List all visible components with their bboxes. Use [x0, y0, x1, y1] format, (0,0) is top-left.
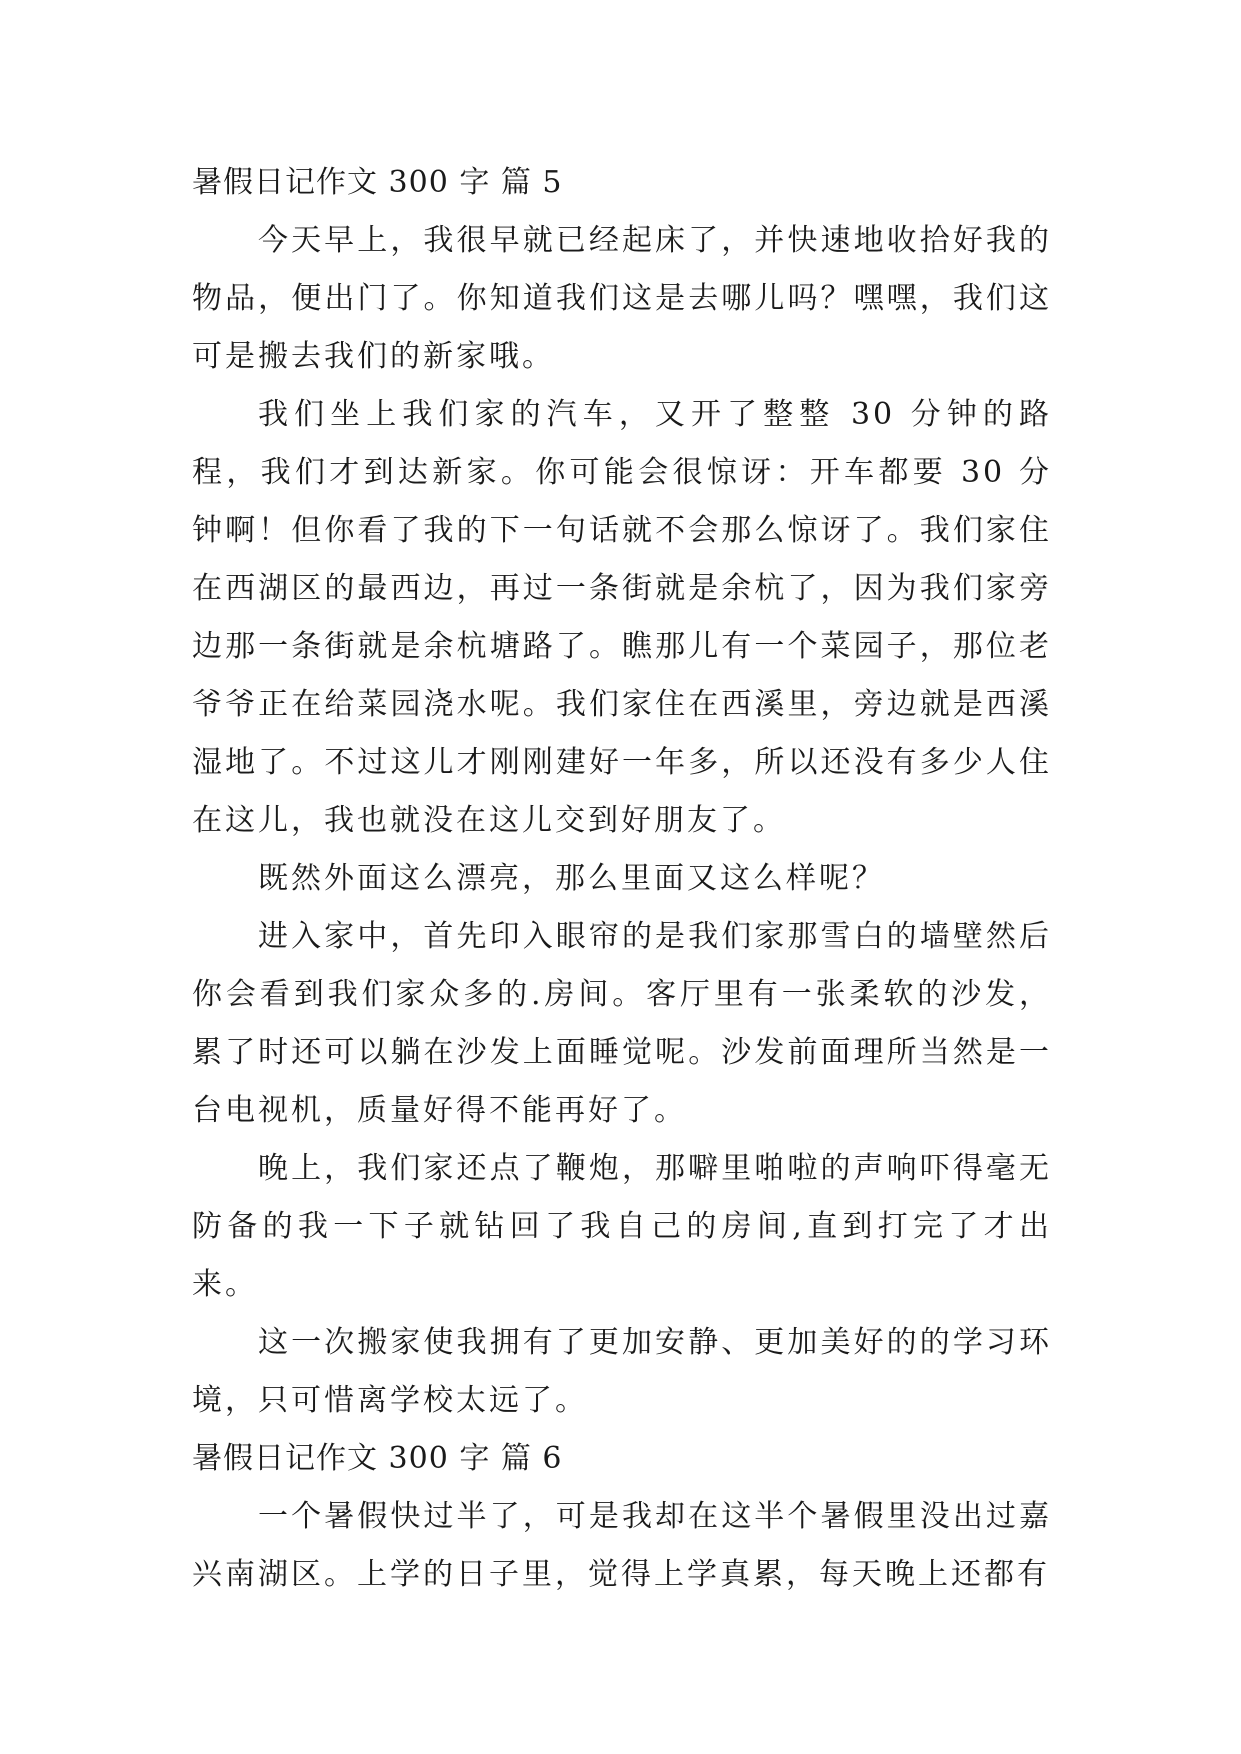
paragraph: 一个暑假快过半了，可是我却在这半个暑假里没出过嘉兴南湖区。上学的日子里，觉得上学真累，每天晚上还都有: [192, 1499, 1052, 1592]
section-heading-5: 暑假日记作文 300 字 篇 5: [192, 165, 563, 200]
paragraph: 我们坐上我们家的汽车，又开了整整 30 分钟的路程，我们才到达新家。你可能会很惊讶：开车都要 30 分钟啊！但你看了我的下一句话就不会那么惊讶了。我们家住在西湖区的最西边，再过一条街就是余杭了，因为我们家旁边那一条街就是余杭塘路了。瞧那儿有一个菜园子，那位老爷爷正在给菜园浇水呢。我们家住在西溪里，旁边就是西溪湿地了。不过这儿才刚刚建好一年多，所以还没有多少人住在这儿，我也就没在这儿交到好朋友了。: [192, 397, 1052, 838]
document-body: [192, 154, 1052, 1604]
paragraph: 这一次搬家使我拥有了更加安静、更加美好的的学习环境，只可惜离学校太远了。: [192, 1325, 1052, 1418]
paragraph: 既然外面这么漂亮，那么里面又这么样呢？: [258, 861, 885, 896]
section-heading-6: 暑假日记作文 300 字 篇 6: [192, 1441, 563, 1476]
paragraph: 晚上，我们家还点了鞭炮，那噼里啪啦的声响吓得毫无防备的我一下子就钻回了我自己的房间,直到打完了才出来。: [192, 1151, 1052, 1302]
paragraph: 进入家中，首先印入眼帘的是我们家那雪白的墙壁然后你会看到我们家众多的.房间。客厅里有一张柔软的沙发，累了时还可以躺在沙发上面睡觉呢。沙发前面理所当然是一台电视机，质量好得不能再好了。: [192, 919, 1052, 1128]
paragraph: 今天早上，我很早就已经起床了，并快速地收拾好我的物品，便出门了。你知道我们这是去哪儿吗？嘿嘿，我们这可是搬去我们的新家哦。: [192, 223, 1052, 374]
